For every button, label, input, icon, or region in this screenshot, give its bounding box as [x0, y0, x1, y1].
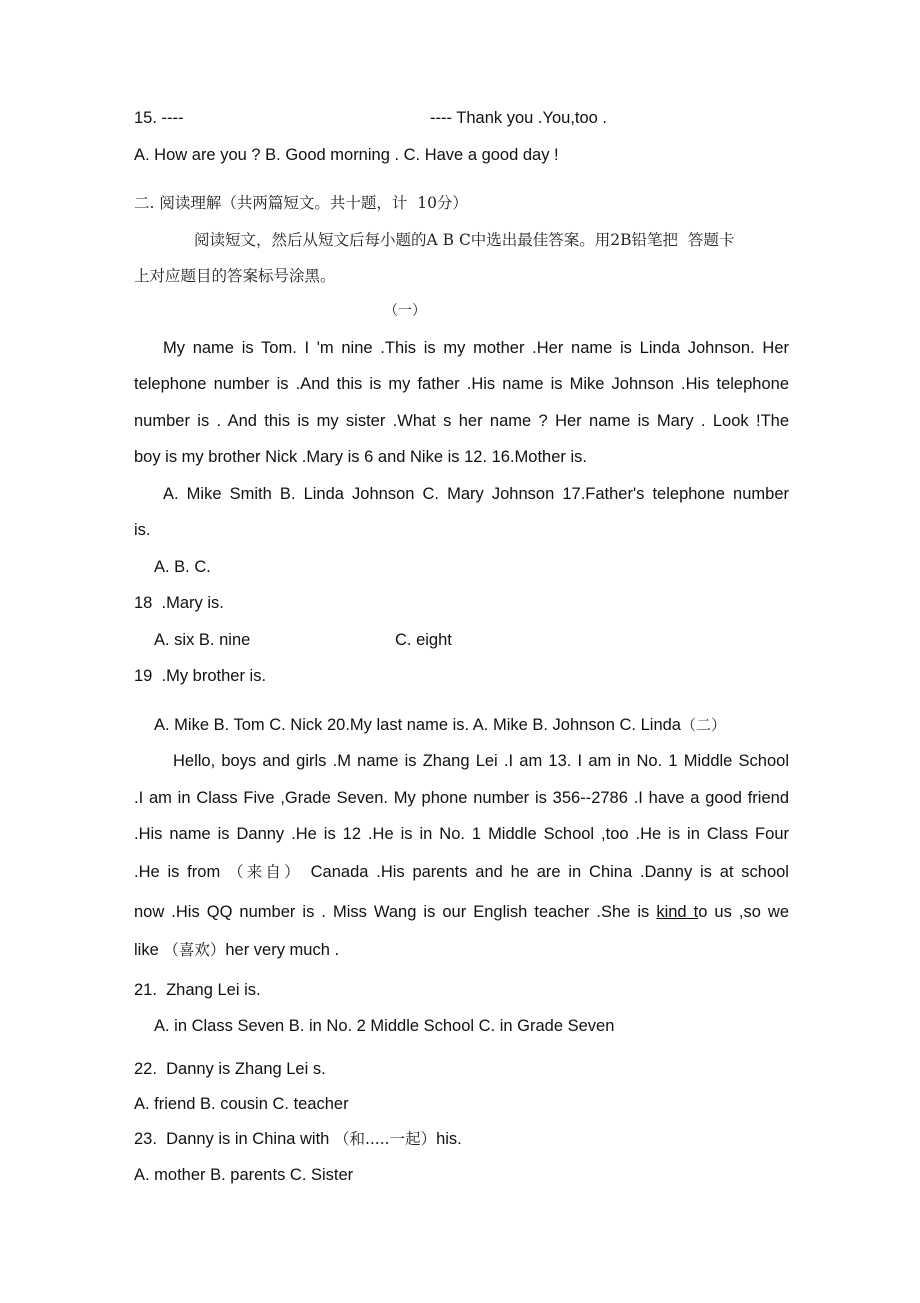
q19: 19 .My brother is.	[134, 667, 267, 685]
section2-heading: 二. 阅读理解（共两篇短文。共十题，计 10分）	[134, 194, 468, 212]
passage1-line: boy is my brother Nick .Mary is 6 and Nike is 12. 16.Mother is.	[134, 448, 587, 466]
passage2-line6-a: like	[134, 941, 164, 959]
q19-q20-text: A. Mike B. Tom C. Nick 20.My last name is. A. Mike B. Johnson C. Linda	[154, 716, 681, 734]
section2-instruction-line2: 上对应题目的答案标号涂黑。	[134, 267, 336, 285]
passage2-line-6	[134, 940, 339, 960]
q19-q20-line	[154, 715, 726, 735]
q21-options: A. in Class Seven B. in No. 2 Middle School C. in Grade Seven	[154, 1017, 615, 1035]
q18: 18 .Mary is.	[134, 594, 224, 612]
q23-b: his.	[436, 1130, 462, 1148]
passage1-line: telephone number is .And this is my father .His name is Mike Johnson .His telephone	[134, 375, 789, 393]
q18-option-c: C. eight	[395, 631, 452, 649]
passage2-line: .I am in Class Five ,Grade Seven. My phone number is 356--2786 .I have a good friend	[134, 789, 789, 807]
q15-options: A. How are you ? B. Good morning . C. Have a good day !	[134, 146, 559, 164]
underlined-kind: kind t	[656, 903, 699, 921]
q22-options: A. friend B. cousin C. teacher	[134, 1095, 349, 1113]
passage2-line-5	[134, 902, 789, 922]
section2-instruction-line1: 阅读短文，然后从短文后每小题的A B C中选出最佳答案。用2B铅笔把 答题卡	[194, 231, 735, 249]
passage2-line: .His name is Danny .He is 12 .He is in No. 1 Middle School ,too .He is in Class Four	[134, 825, 789, 843]
passage1-line: number is . And this is my sister .What s her name ? Her name is Mary . Look !The	[134, 412, 789, 430]
q15-number: 15. ----	[134, 109, 184, 127]
q23-gloss: （和.....一起）	[333, 1130, 437, 1148]
passage2-line-4	[134, 862, 789, 882]
passage1-label: （一）	[384, 303, 426, 319]
q23-options: A. mother B. parents C. Sister	[134, 1166, 354, 1184]
q21: 21. Zhang Lei is.	[134, 981, 261, 999]
q18-options-ab: A. six B. nine	[154, 631, 251, 649]
passage2-line4-gloss: （来自）	[227, 863, 303, 881]
passage2-label: （二）	[680, 716, 726, 734]
passage1-line: My name is Tom. I 'm nine .This is my mother .Her name is Linda Johnson. Her	[163, 339, 789, 357]
q15-reply: ---- Thank you .You,too .	[430, 109, 608, 127]
passage2-line4-a: .He is from	[134, 863, 228, 881]
q23	[134, 1129, 462, 1149]
q17-tail: is.	[134, 521, 151, 539]
q23-a: 23. Danny is in China with	[134, 1130, 334, 1148]
passage2-line: Hello, boys and girls .M name is Zhang Lei .I am 13. I am in No. 1 Middle School	[173, 752, 789, 770]
passage2-line5-a: now .His QQ number is . Miss Wang is our English teacher .She is	[134, 903, 657, 921]
passage2-line6-gloss: （喜欢）	[163, 941, 226, 959]
q16-options-q17-line: A. Mike Smith B. Linda Johnson C. Mary Johnson 17.Father's telephone number	[163, 485, 789, 503]
passage2-line4-b: Canada .His parents and he are in China .Danny is at school	[302, 863, 789, 881]
passage2-line5-b: o us ,so we	[698, 903, 790, 921]
passage2-line6-b: her very much .	[225, 941, 340, 959]
q17-options: A. B. C.	[154, 558, 211, 576]
q22: 22. Danny is Zhang Lei s.	[134, 1060, 326, 1078]
